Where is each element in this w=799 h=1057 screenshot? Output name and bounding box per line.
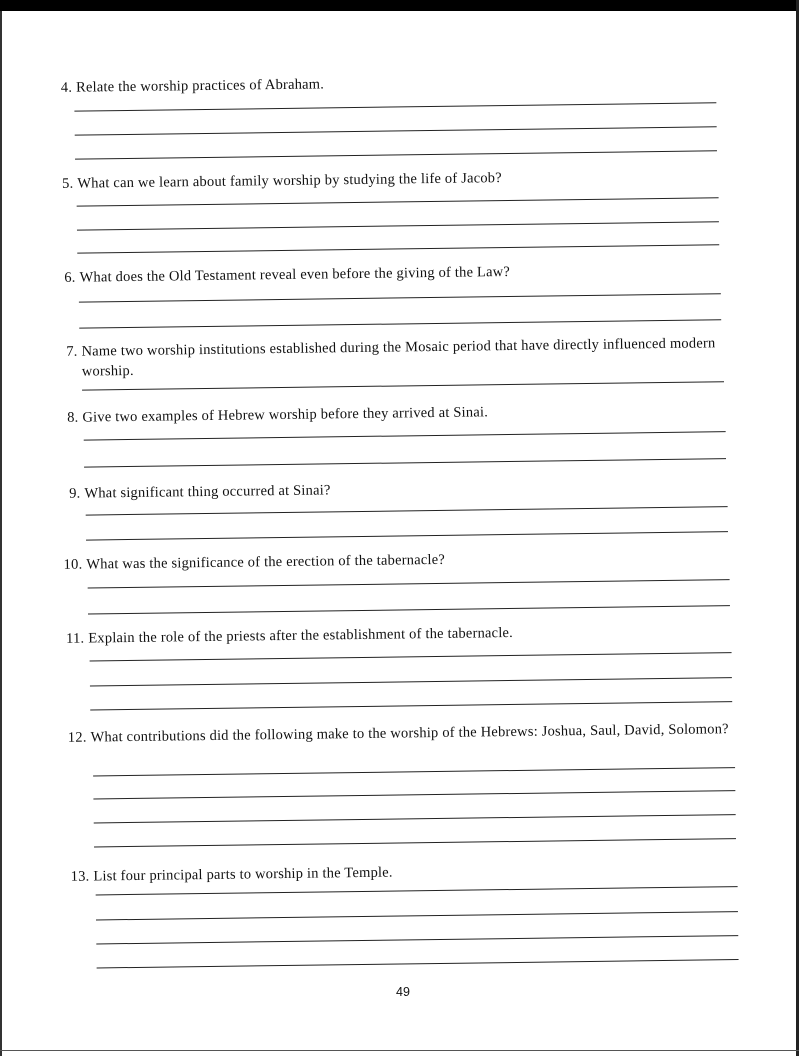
question-number: 10. bbox=[63, 556, 83, 573]
question-number: 5. bbox=[61, 175, 74, 192]
question-number: 13. bbox=[70, 868, 90, 885]
answer-line[interactable] bbox=[84, 431, 726, 441]
question-text: What contributions did the following make to the worship of the Hebrews: Joshua, Saul, David, Solomon? bbox=[90, 721, 729, 746]
answer-line[interactable] bbox=[77, 221, 719, 231]
answer-line[interactable] bbox=[75, 150, 717, 160]
answer-line[interactable] bbox=[96, 886, 738, 896]
page-number: 49 bbox=[396, 985, 410, 999]
answer-line[interactable] bbox=[79, 319, 721, 329]
question-text: Explain the role of the priests after the establishment of the tabernacle. bbox=[88, 624, 514, 647]
answer-line[interactable] bbox=[96, 935, 738, 945]
answer-line[interactable] bbox=[88, 605, 730, 615]
question-number: 12. bbox=[67, 729, 87, 746]
question-text: Give two examples of Hebrew worship before they arrived at Sinai. bbox=[82, 404, 489, 426]
answer-line[interactable] bbox=[90, 701, 732, 711]
answer-line[interactable] bbox=[94, 838, 736, 848]
answer-line[interactable] bbox=[94, 814, 736, 824]
question-text: Name two worship institutions established during the Mosaic period that have directly influenced modern worship. bbox=[81, 335, 716, 380]
question-number: 4. bbox=[60, 79, 73, 96]
question-text: What significant thing occurred at Sinai? bbox=[84, 482, 331, 502]
answer-line[interactable] bbox=[77, 197, 719, 207]
question-text: What does the Old Testament reveal even before the giving of the Law? bbox=[79, 263, 511, 286]
answer-line[interactable] bbox=[79, 293, 721, 303]
answer-line[interactable] bbox=[86, 506, 728, 516]
question-text: What was the significance of the erection of the tabernacle? bbox=[86, 551, 446, 573]
question-number: 7. bbox=[66, 343, 78, 360]
answer-line[interactable] bbox=[96, 911, 738, 921]
question-text: Relate the worship practices of Abraham. bbox=[75, 76, 325, 96]
answer-line[interactable] bbox=[93, 767, 735, 777]
answer-line[interactable] bbox=[90, 677, 732, 687]
answer-line[interactable] bbox=[97, 959, 739, 969]
answer-line[interactable] bbox=[88, 579, 730, 589]
answer-line[interactable] bbox=[84, 458, 726, 468]
answer-line[interactable] bbox=[77, 244, 719, 254]
question-number: 8. bbox=[67, 409, 79, 426]
question-text: List four principal parts to worship in the Temple. bbox=[93, 864, 393, 885]
question-number: 11. bbox=[66, 630, 85, 647]
answer-line[interactable] bbox=[86, 531, 728, 541]
question-number: 9. bbox=[69, 485, 81, 502]
answer-line[interactable] bbox=[75, 126, 717, 136]
question-text: What can we learn about family worship by studying the life of Jacob? bbox=[77, 170, 502, 192]
answer-line[interactable] bbox=[82, 381, 724, 391]
answer-line[interactable] bbox=[93, 790, 735, 800]
question-number: 6. bbox=[64, 269, 76, 286]
answer-line[interactable] bbox=[90, 652, 732, 662]
answer-line[interactable] bbox=[74, 102, 716, 112]
